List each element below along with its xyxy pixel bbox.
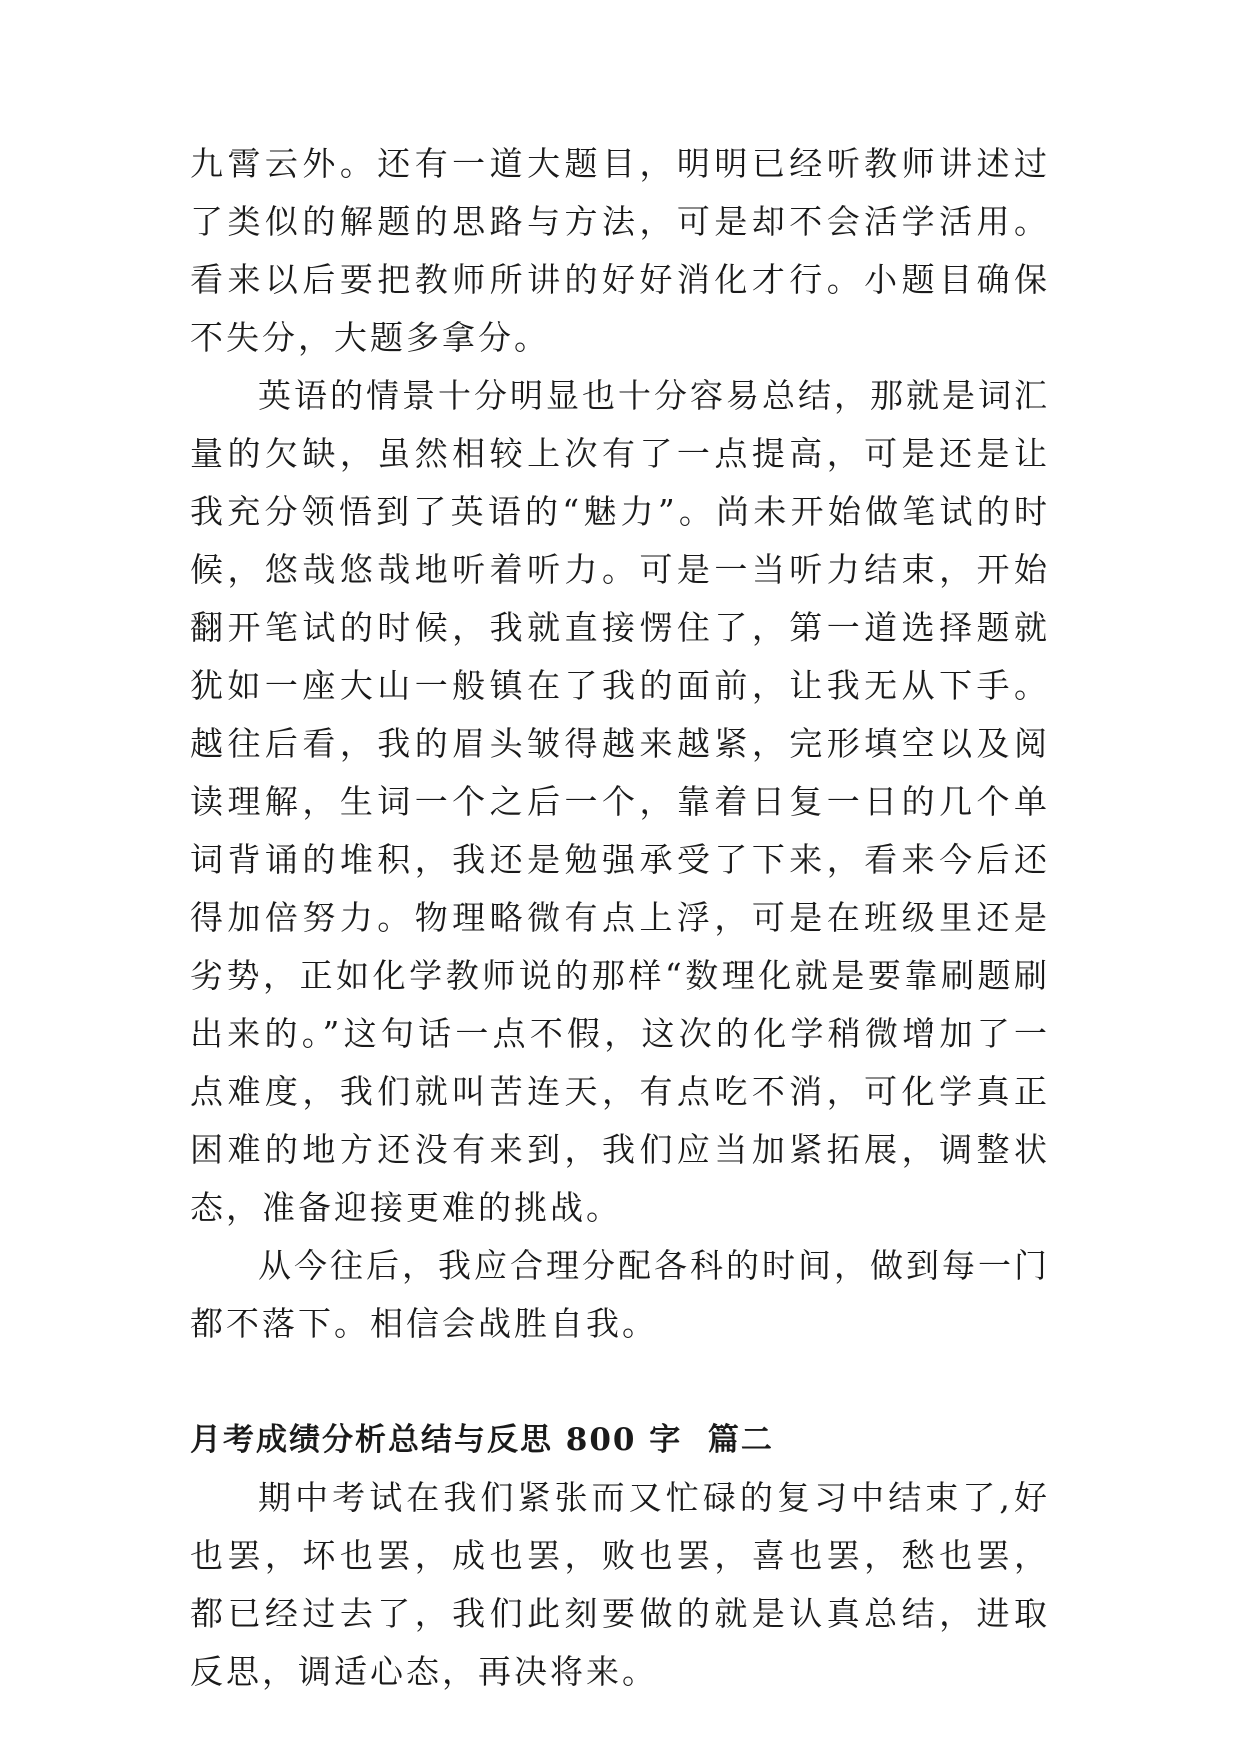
- paragraph-continuation: 九霄云外。还有一道大题目，明明已经听教师讲述过了类似的解题的思路与方法，可是却不会活学活用。看来以后要把教师所讲的好好消化才行。小题目确保不失分，大题多拿分。: [190, 144, 1050, 357]
- paragraph-english: 英语的情景十分明显也十分容易总结，那就是词汇量的欠缺，虽然相较上次有了一点提高，可是还是让我充分领悟到了英语的“魅力”。尚未开始做笔试的时候，悠哉悠哉地听着听力。可是一当听力结束，开始翻开笔试的时候，我就直接愣住了，第一道选择题就犹如一座大山一般镇在了我的面前，让我无从下手。越往后看，我的眉头皱得越来越紧，完形填空以及阅读理解，生词一个之后一个，靠着日复一日的几个单词背诵的堆积，我还是勉强承受了下来，看来今后还得加倍努力。物理略微有点上浮，可是在班级里还是劣势，正如化学教师说的那样“数理化就是要靠刷题刷出来的。”这句话一点不假，这次的化学稍微增加了一点难度，我们就叫苦连天，有点吃不消，可化学真正困难的地方还没有来到，我们应当加紧拓展，调整状态，准备迎接更难的挑战。: [190, 376, 1050, 1227]
- paragraph-midterm: 期中考试在我们紧张而又忙碌的复习中结束了,好也罢，坏也罢，成也罢，败也罢，喜也罢，愁也罢，都已经过去了，我们此刻要做的就是认真总结，进取反思，调适心态，再决将来。: [190, 1478, 1050, 1691]
- paragraph-plan: 从今往后，我应合理分配各科的时间，做到每一门都不落下。相信会战胜自我。: [190, 1246, 1050, 1343]
- document-page: [190, 135, 1050, 1701]
- section-heading: 月考成绩分析总结与反思 800 字 篇二: [190, 1422, 774, 1458]
